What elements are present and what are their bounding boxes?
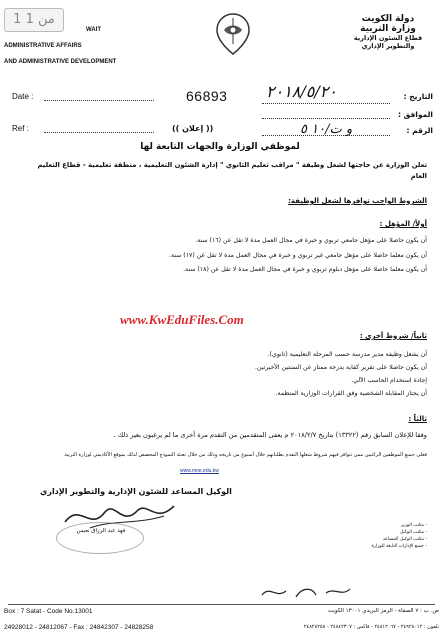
subject-line xyxy=(262,118,390,119)
signature-title: الوكيل المساعد للشئون الإدارية والتطوير الإداري xyxy=(40,487,232,496)
list-item: أن يكون معلما حاصلا على مؤهل دبلوم تربوي و خبرة في مجال العمل مدة لا تقل عن (١٨) سنة. xyxy=(183,266,427,273)
ref-label: Ref : xyxy=(12,124,29,133)
date-label: Date : xyxy=(12,92,34,101)
application-note: فعلى جميع الموظفين الراغبين ممن تتوافر فيهم شروط شغلها التقدم بطلباتهم خلال أسبوع من تاريخه وذلك من خلال تعبئة النموذج المخصص لذلك بموقع الأكاديمي لوزارة التربية xyxy=(64,452,427,458)
date-line xyxy=(44,100,154,101)
list-item: أن يكون حاصلا على مؤهل جامعي تربوي و خبرة في مجال العمل مدة لا تقل عن (١٦) سنة. xyxy=(195,237,427,244)
distribution-list xyxy=(307,522,427,550)
list-item: - مكتب الوكيل المساعد xyxy=(382,537,427,542)
ref-ar-label: الرقم : xyxy=(406,126,433,135)
handwritten-initials-icon xyxy=(256,583,356,601)
subject-ar-label: الموافق : xyxy=(398,110,433,119)
ref-line xyxy=(44,132,154,133)
watermark-text: www.KwEduFiles.Com xyxy=(120,312,244,327)
intro-paragraph: تعلن الوزارة عن حاجتها لشغل وظيفة " مراقب تعليم الثانوي " إدارة الشئون التعليمية ، منطقة تعليمية - قطاع التعليم العام xyxy=(37,161,427,180)
date-value: ٢٠١٨/٥/٢٠ xyxy=(266,82,337,101)
ministry-en-line-1: WAIT xyxy=(86,27,101,33)
official-stamp-icon xyxy=(56,522,144,554)
other-conditions-list xyxy=(60,348,427,400)
page-number-badge: 1 من 1 xyxy=(4,8,64,32)
header-arabic xyxy=(343,14,433,50)
signature-name: فهد عبد الرزاق نعيس xyxy=(76,528,126,534)
document-number: 66893 xyxy=(186,88,228,104)
section-other-conditions-title: ثانياً/ شروط أخرى : xyxy=(359,332,427,340)
footer-address-ar: ص. ب : ٧ الصفاة - الرمز البريدي ١٣٠٠١ الكويت xyxy=(327,608,439,614)
state-name: دولة الكويت xyxy=(361,14,415,24)
list-item: أن يشغل وظيفة مدير مدرسة حسب المرحلة التعليمية (ثانوي). xyxy=(267,351,427,358)
footer-address-en: Box : 7 Satat - Code No.13001 xyxy=(4,608,93,615)
qualification-list xyxy=(20,236,427,275)
date-ar-label: التاريخ : xyxy=(403,92,433,101)
list-item: إجادة استخدام الحاسب الآلي. xyxy=(351,377,427,384)
sector-name: قطاع الشئون الإدارية والتطوير الإداري xyxy=(353,34,423,50)
footer-phone-en: 24928012 - 24812067 - Fax : 24842307 - 24828258 xyxy=(4,624,154,631)
list-item: - جميع الإدارات التابعة للوزارة xyxy=(371,544,427,549)
ministry-en-line-3: AND ADMINISTRATIVE DEVELOPMENT xyxy=(4,59,117,65)
section-qualification-title: أولاً/ المؤهل : xyxy=(379,220,427,228)
date-ar-line xyxy=(262,103,390,104)
document-title: لموظفي الوزارة والجهات التابعة لها xyxy=(140,142,300,152)
list-item: أن يجتاز المقابلة الشخصية وفق القرارات الوزارية المنظمة. xyxy=(275,390,427,397)
kuwait-emblem-icon xyxy=(214,12,252,56)
ministry-website-link[interactable]: www.moe.edu.kw xyxy=(180,468,219,474)
footer-phone-ar: تلفون : ٢٤٩٢٨٠١٢ - ٢٤٨١٢٠٦٧ - فاكس : ٢٤٨٤٢٣٠٧ - ٢٤٨٢٨٢٥٨ xyxy=(303,624,439,630)
ref-ar-line xyxy=(262,135,390,136)
section-third-title: ثالثاً : xyxy=(408,415,427,423)
list-item: - مكتب الوكيل xyxy=(399,530,427,535)
conditions-title: الشروط الواجب توافرها لشغل الوظيفة: xyxy=(288,197,427,205)
announcement-label: (( إعلان )) xyxy=(172,124,214,133)
ref-value: و ت/١٠ ٥ xyxy=(300,122,353,137)
footer-divider xyxy=(8,604,435,605)
ministry-en-line-2: ADMINISTRATIVE AFFAIRS xyxy=(4,43,82,49)
list-item: أن يكون حاصلا على تقرير كفاية بدرجة ممتاز عن السنتين الأخيرتين. xyxy=(255,364,427,371)
third-paragraph: وفقا للإعلان السابق رقم (١٣٣٢٢) بتاريخ ٢٠١٨/٢/٧ م يعفى المتقدمين من التقدم مرة أخرى ما لم يرغبون بغير ذلك . xyxy=(113,431,427,439)
list-item: - مكتب الوزير xyxy=(400,523,427,528)
list-item: أن يكون معلما حاصلا على مؤهل جامعي غير تربوي و خبرة في مجال العمل مدة لا تقل عن (١٧) سنة. xyxy=(168,251,427,259)
ministry-name: وزارة التربية xyxy=(360,24,416,34)
